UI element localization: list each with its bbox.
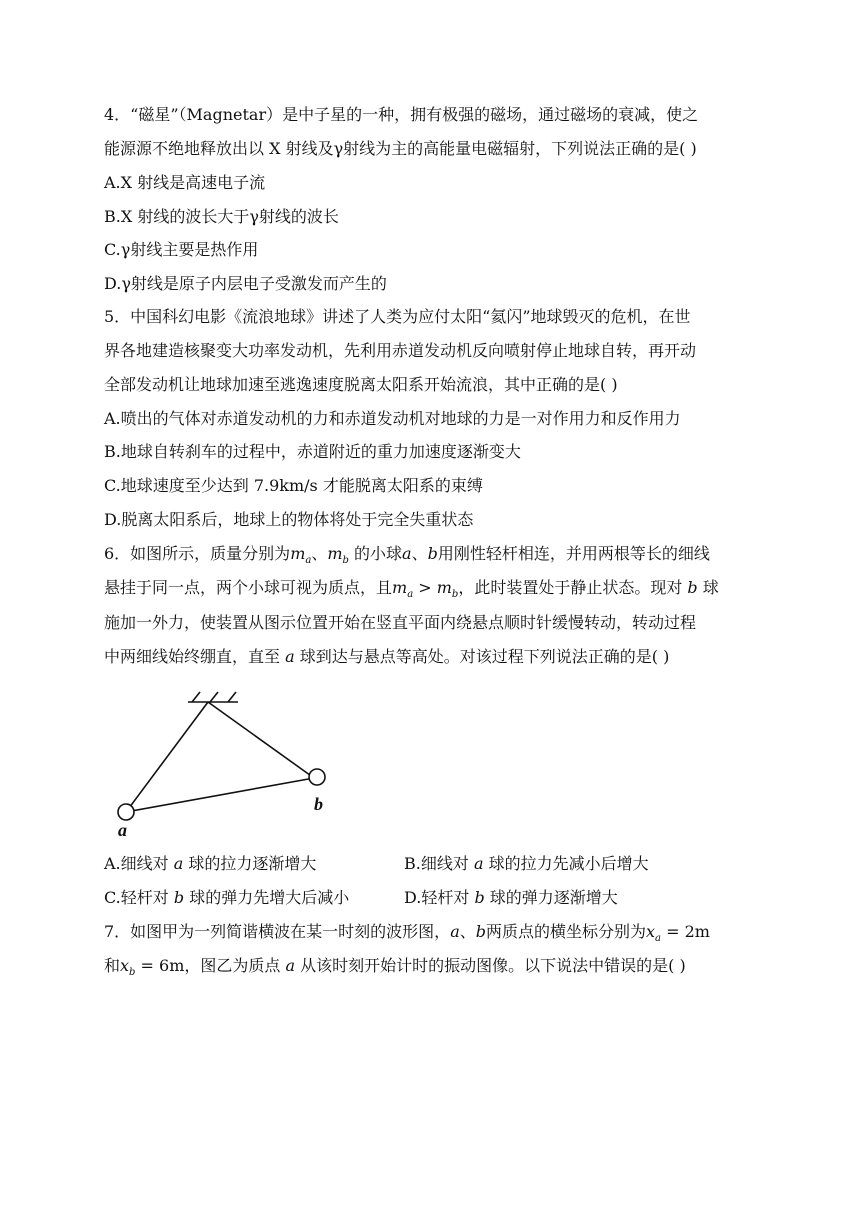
string-to-b [208, 702, 314, 778]
ball-a [118, 804, 134, 820]
ball-b [309, 769, 325, 785]
q7-stem-line1: 7．如图甲为一列简谐横波在某一时刻的波形图，a、b两质点的横坐标分别为$x_a = 2m$ [104, 922, 710, 944]
q5-stem-line1: 5．中国科幻电影《流浪地球》讲述了人类为应付太阳“氦闪”地球毁灭的危机，在世 [104, 307, 691, 326]
q4-option-c: C.γ射线主要是热作用 [104, 240, 259, 259]
q6-option-d: D.轻杆对 b 球的弹力逐渐增大 [404, 888, 618, 907]
string-to-a [126, 702, 208, 812]
q4-option-b: B.X 射线的波长大于γ射线的波长 [104, 207, 339, 226]
q6-figure [112, 688, 342, 840]
q4-stem-line2: 能源源不绝地释放出以 X 射线及γ射线为主的高能量电磁辐射，下列说法正确的是( ) [104, 139, 697, 158]
q6-option-b: B.细线对 a 球的拉力先减小后增大 [404, 854, 649, 873]
q7-stem-line2: 和$x_b = 6m$，图乙为质点 a 从该时刻开始计时的振动图像。以下说法中错误的是( ) [104, 956, 686, 978]
q4-option-a: A.X 射线是高速电子流 [104, 173, 266, 192]
q5-option-d: D.脱离太阳系后，地球上的物体将处于完全失重状态 [104, 510, 474, 529]
q6-stem-line1: 6．如图所示，质量分别为$m_a$、$m_b$ 的小球a、b用刚性轻杆相连，并用两根等长的细线 [104, 544, 710, 566]
q5-stem-line3: 全部发动机让地球加速至逃逸速度脱离太阳系开始流浪，其中正确的是( ) [104, 375, 618, 394]
q6-stem-line3: 施加一外力，使装置从图示位置开始在竖直平面内绕悬点顺时针缓慢转动，转动过程 [104, 613, 697, 632]
ceiling-support [188, 692, 238, 702]
q5-option-b: B.地球自转刹车的过程中，赤道附近的重力加速度逐渐变大 [104, 442, 521, 461]
q6-stem-line4: 中两细线始终绷直，直至 a 球到达与悬点等高处。对该过程下列说法正确的是( ) [104, 647, 670, 666]
q4-stem-line1: 4．“磁星”（Magnetar）是中子星的一种，拥有极强的磁场，通过磁场的衰减，使之 [104, 105, 699, 124]
q5-stem-line2: 界各地建造核聚变大功率发动机，先利用赤道发动机反向喷射停止地球自转，再开动 [104, 341, 697, 360]
q6-option-c: C.轻杆对 b 球的弹力先增大后减小 [104, 888, 350, 907]
label-a: a [118, 820, 127, 840]
rigid-rod [126, 778, 314, 812]
q5-option-c: C.地球速度至少达到 7.9km/s 才能脱离太阳系的束缚 [104, 476, 483, 495]
q6-option-a: A.细线对 a 球的拉力逐渐增大 [104, 854, 317, 873]
q6-stem-line2: 悬挂于同一点，两个小球可视为质点，且$m_a > m_b$，此时装置处于静止状态。现对 b 球 [104, 578, 719, 600]
label-b: b [314, 794, 323, 814]
q4-option-d: D.γ射线是原子内层电子受激发而产生的 [104, 274, 387, 293]
q5-option-a: A.喷出的气体对赤道发动机的力和赤道发动机对地球的力是一对作用力和反作用力 [104, 409, 681, 428]
